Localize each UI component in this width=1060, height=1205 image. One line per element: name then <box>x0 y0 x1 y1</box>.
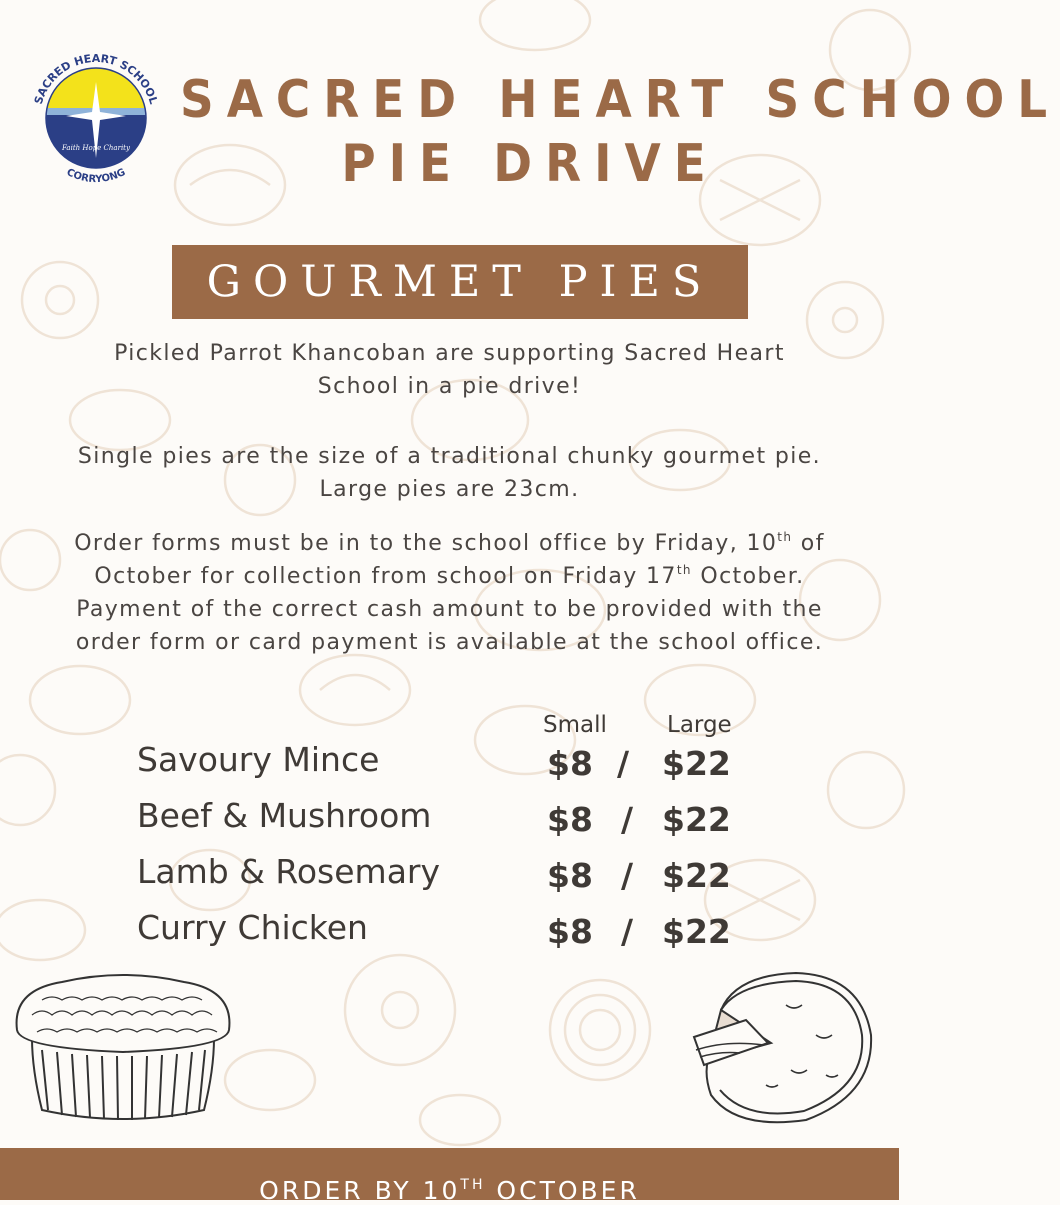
price-separator: / <box>617 744 630 783</box>
small-price: $8 <box>547 800 593 839</box>
intro-line: Pickled Parrot Khancoban are supporting Sacred Heart <box>114 341 785 366</box>
price-separator: / <box>621 856 634 895</box>
svg-text:CORRYONG <box>65 167 128 185</box>
gourmet-pie-illustration <box>12 970 234 1125</box>
ordinal-suffix: th <box>676 563 692 577</box>
logo-top-text: SACRED HEART SCHOOL <box>31 51 161 106</box>
banner-text: GOURMET PIES <box>206 257 714 307</box>
price-separator: / <box>621 912 634 951</box>
price-separator: / <box>621 800 634 839</box>
large-price: $22 <box>662 800 731 839</box>
sizes-line: Large pies are 23cm. <box>319 477 580 502</box>
sliced-pie-illustration <box>676 965 876 1130</box>
ordinal-suffix: TH <box>460 1177 486 1193</box>
menu-row <box>0 908 899 964</box>
menu-row <box>0 740 899 796</box>
order-text: order form or card payment is available at the school office. <box>75 630 824 655</box>
intro-line: School in a pie drive! <box>317 374 582 399</box>
footer-bar <box>0 1148 899 1205</box>
intro-paragraph <box>20 337 879 403</box>
ordinal-suffix: th <box>777 530 793 544</box>
small-price: $8 <box>547 912 593 951</box>
page-title: SACRED HEART SCHOOL <box>180 70 1060 130</box>
small-size-header: Small <box>543 712 607 738</box>
sizes-paragraph <box>20 440 879 506</box>
logo-motto: Faith Hope Charity <box>62 144 130 152</box>
order-paragraph <box>20 527 879 659</box>
pie-name: Lamb & Rosemary <box>137 852 441 891</box>
logo-bottom-text: CORRYONG <box>64 166 128 186</box>
large-size-header: Large <box>667 712 732 738</box>
small-price: $8 <box>547 744 593 783</box>
pie-name: Beef & Mushroom <box>137 796 432 835</box>
order-text: October for collection from school on Friday 17 <box>94 564 677 589</box>
small-price: $8 <box>547 856 593 895</box>
gourmet-pies-banner <box>172 245 748 319</box>
page-subtitle: PIE DRIVE <box>341 134 719 194</box>
order-text: October. <box>691 564 805 589</box>
order-text: of <box>792 531 825 556</box>
menu-row <box>0 852 899 908</box>
large-price: $22 <box>662 912 731 951</box>
deadline-suffix: OCTOBER <box>485 1176 640 1205</box>
order-text: Order forms must be in to the school office by Friday, 10 <box>74 531 778 556</box>
pie-name: Curry Chicken <box>137 908 368 947</box>
school-logo <box>28 46 164 194</box>
order-text: Payment of the correct cash amount to be provided with the <box>76 597 823 622</box>
pie-name: Savoury Mince <box>137 740 380 779</box>
deadline-prefix: ORDER BY 10 <box>259 1176 461 1205</box>
order-deadline-text <box>0 1176 899 1205</box>
menu-row <box>0 796 899 852</box>
large-price: $22 <box>662 856 731 895</box>
large-price: $22 <box>662 744 731 783</box>
sizes-line: Single pies are the size of a traditional chunky gourmet pie. <box>77 444 822 469</box>
